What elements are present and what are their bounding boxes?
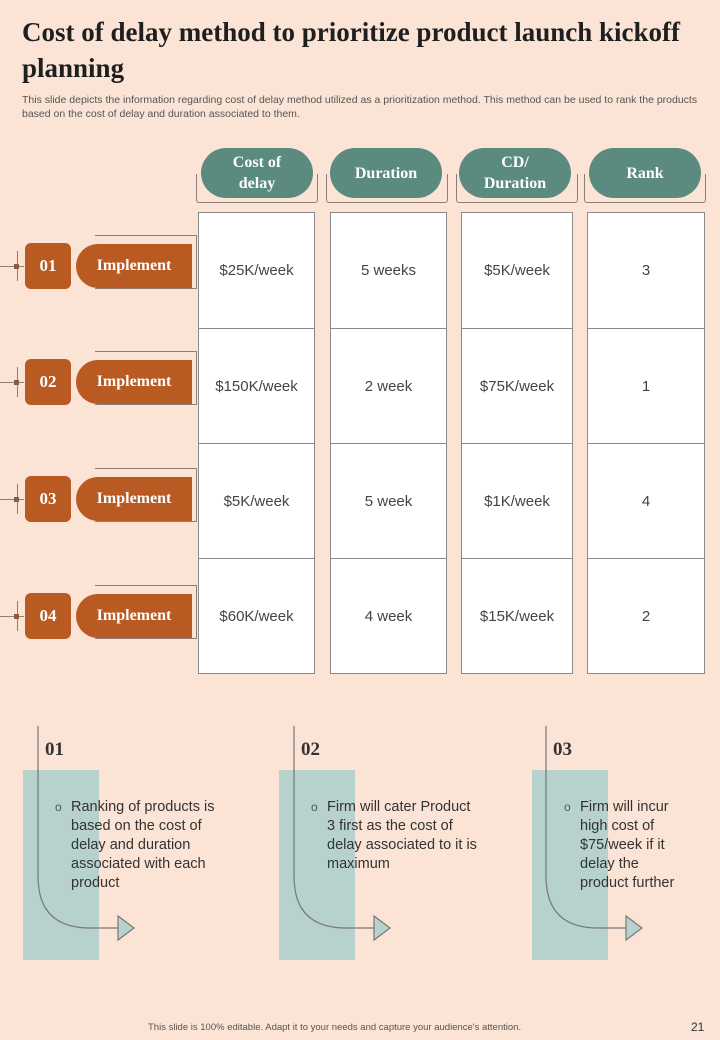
bullet-icon: o bbox=[564, 800, 571, 814]
cell-cost: $60K/week bbox=[199, 558, 314, 674]
row-number-badge: 02 bbox=[25, 359, 71, 405]
cell-rank: 4 bbox=[588, 443, 704, 559]
cell-cost: $25K/week bbox=[219, 262, 294, 279]
bullet-icon: o bbox=[55, 800, 62, 814]
cell-duration: 4 week bbox=[331, 558, 446, 674]
header-rank: Rank bbox=[589, 148, 701, 198]
arrow-head-icon bbox=[118, 916, 134, 940]
note-text: o Firm will cater Product 3 first as the cost of delay associated to it is maximum bbox=[311, 799, 477, 872]
implement-label: Implement bbox=[76, 477, 192, 521]
arrow-head-icon bbox=[374, 916, 390, 940]
cell-cost: $5K/week bbox=[199, 443, 314, 559]
note-number: 01 bbox=[45, 739, 64, 760]
cell-cd: $1K/week bbox=[462, 443, 572, 559]
row-number-badge: 01 bbox=[25, 243, 71, 289]
cell-rank: 3 bbox=[641, 262, 651, 279]
cell-cd: $15K/week bbox=[462, 558, 572, 674]
cell-rank: 2 bbox=[588, 558, 704, 674]
implement-label: Implement bbox=[76, 360, 192, 404]
note-text: o Ranking of products is based on the cost of delay and duration associated with each product bbox=[55, 799, 215, 891]
page-subtitle: This slide depicts the information regarding cost of delay method utilized as a prioritization method. This method can be used to rank the products based on the cost of delay and duration associated to them. bbox=[22, 94, 698, 120]
row-marker bbox=[14, 264, 19, 269]
row-connector bbox=[0, 499, 24, 500]
cell-cost: $150K/week bbox=[199, 328, 314, 444]
bullet-icon: o bbox=[311, 800, 318, 814]
column-rank bbox=[587, 212, 705, 674]
row-marker bbox=[14, 614, 19, 619]
header-cost-of-delay: Cost of delay bbox=[201, 148, 313, 198]
note-text: o Firm will incur high cost of $75/week if it delay the product further bbox=[564, 799, 675, 891]
cell-cd: $75K/week bbox=[462, 328, 572, 444]
header-cd-duration: CD/ Duration bbox=[459, 148, 571, 198]
implement-label: Implement bbox=[76, 594, 192, 638]
row-connector bbox=[0, 266, 24, 267]
row-number-badge: 03 bbox=[25, 476, 71, 522]
row-marker bbox=[14, 380, 19, 385]
implement-label: Implement bbox=[76, 244, 192, 288]
arrow-head-icon bbox=[626, 916, 642, 940]
note-number: 03 bbox=[553, 739, 572, 760]
page-number: 21 bbox=[691, 1020, 705, 1034]
page-title: Cost of delay method to prioritize product launch kickoff planning bbox=[22, 17, 680, 83]
cell-duration: 5 week bbox=[331, 443, 446, 559]
footer-text: This slide is 100% editable. Adapt it to your needs and capture your audience's attention. bbox=[148, 1022, 522, 1033]
cell-duration: 5 weeks bbox=[360, 262, 417, 279]
column-cd-duration bbox=[461, 212, 573, 674]
header-duration: Duration bbox=[330, 148, 442, 198]
column-duration bbox=[330, 212, 447, 674]
cell-cd: $5K/week bbox=[484, 262, 550, 279]
column-cost-of-delay bbox=[198, 212, 315, 674]
row-marker bbox=[14, 497, 19, 502]
row-connector bbox=[0, 616, 24, 617]
cell-rank: 1 bbox=[588, 328, 704, 444]
row-number-badge: 04 bbox=[25, 593, 71, 639]
cell-duration: 2 week bbox=[331, 328, 446, 444]
note-number: 02 bbox=[301, 739, 320, 760]
row-connector bbox=[0, 382, 24, 383]
